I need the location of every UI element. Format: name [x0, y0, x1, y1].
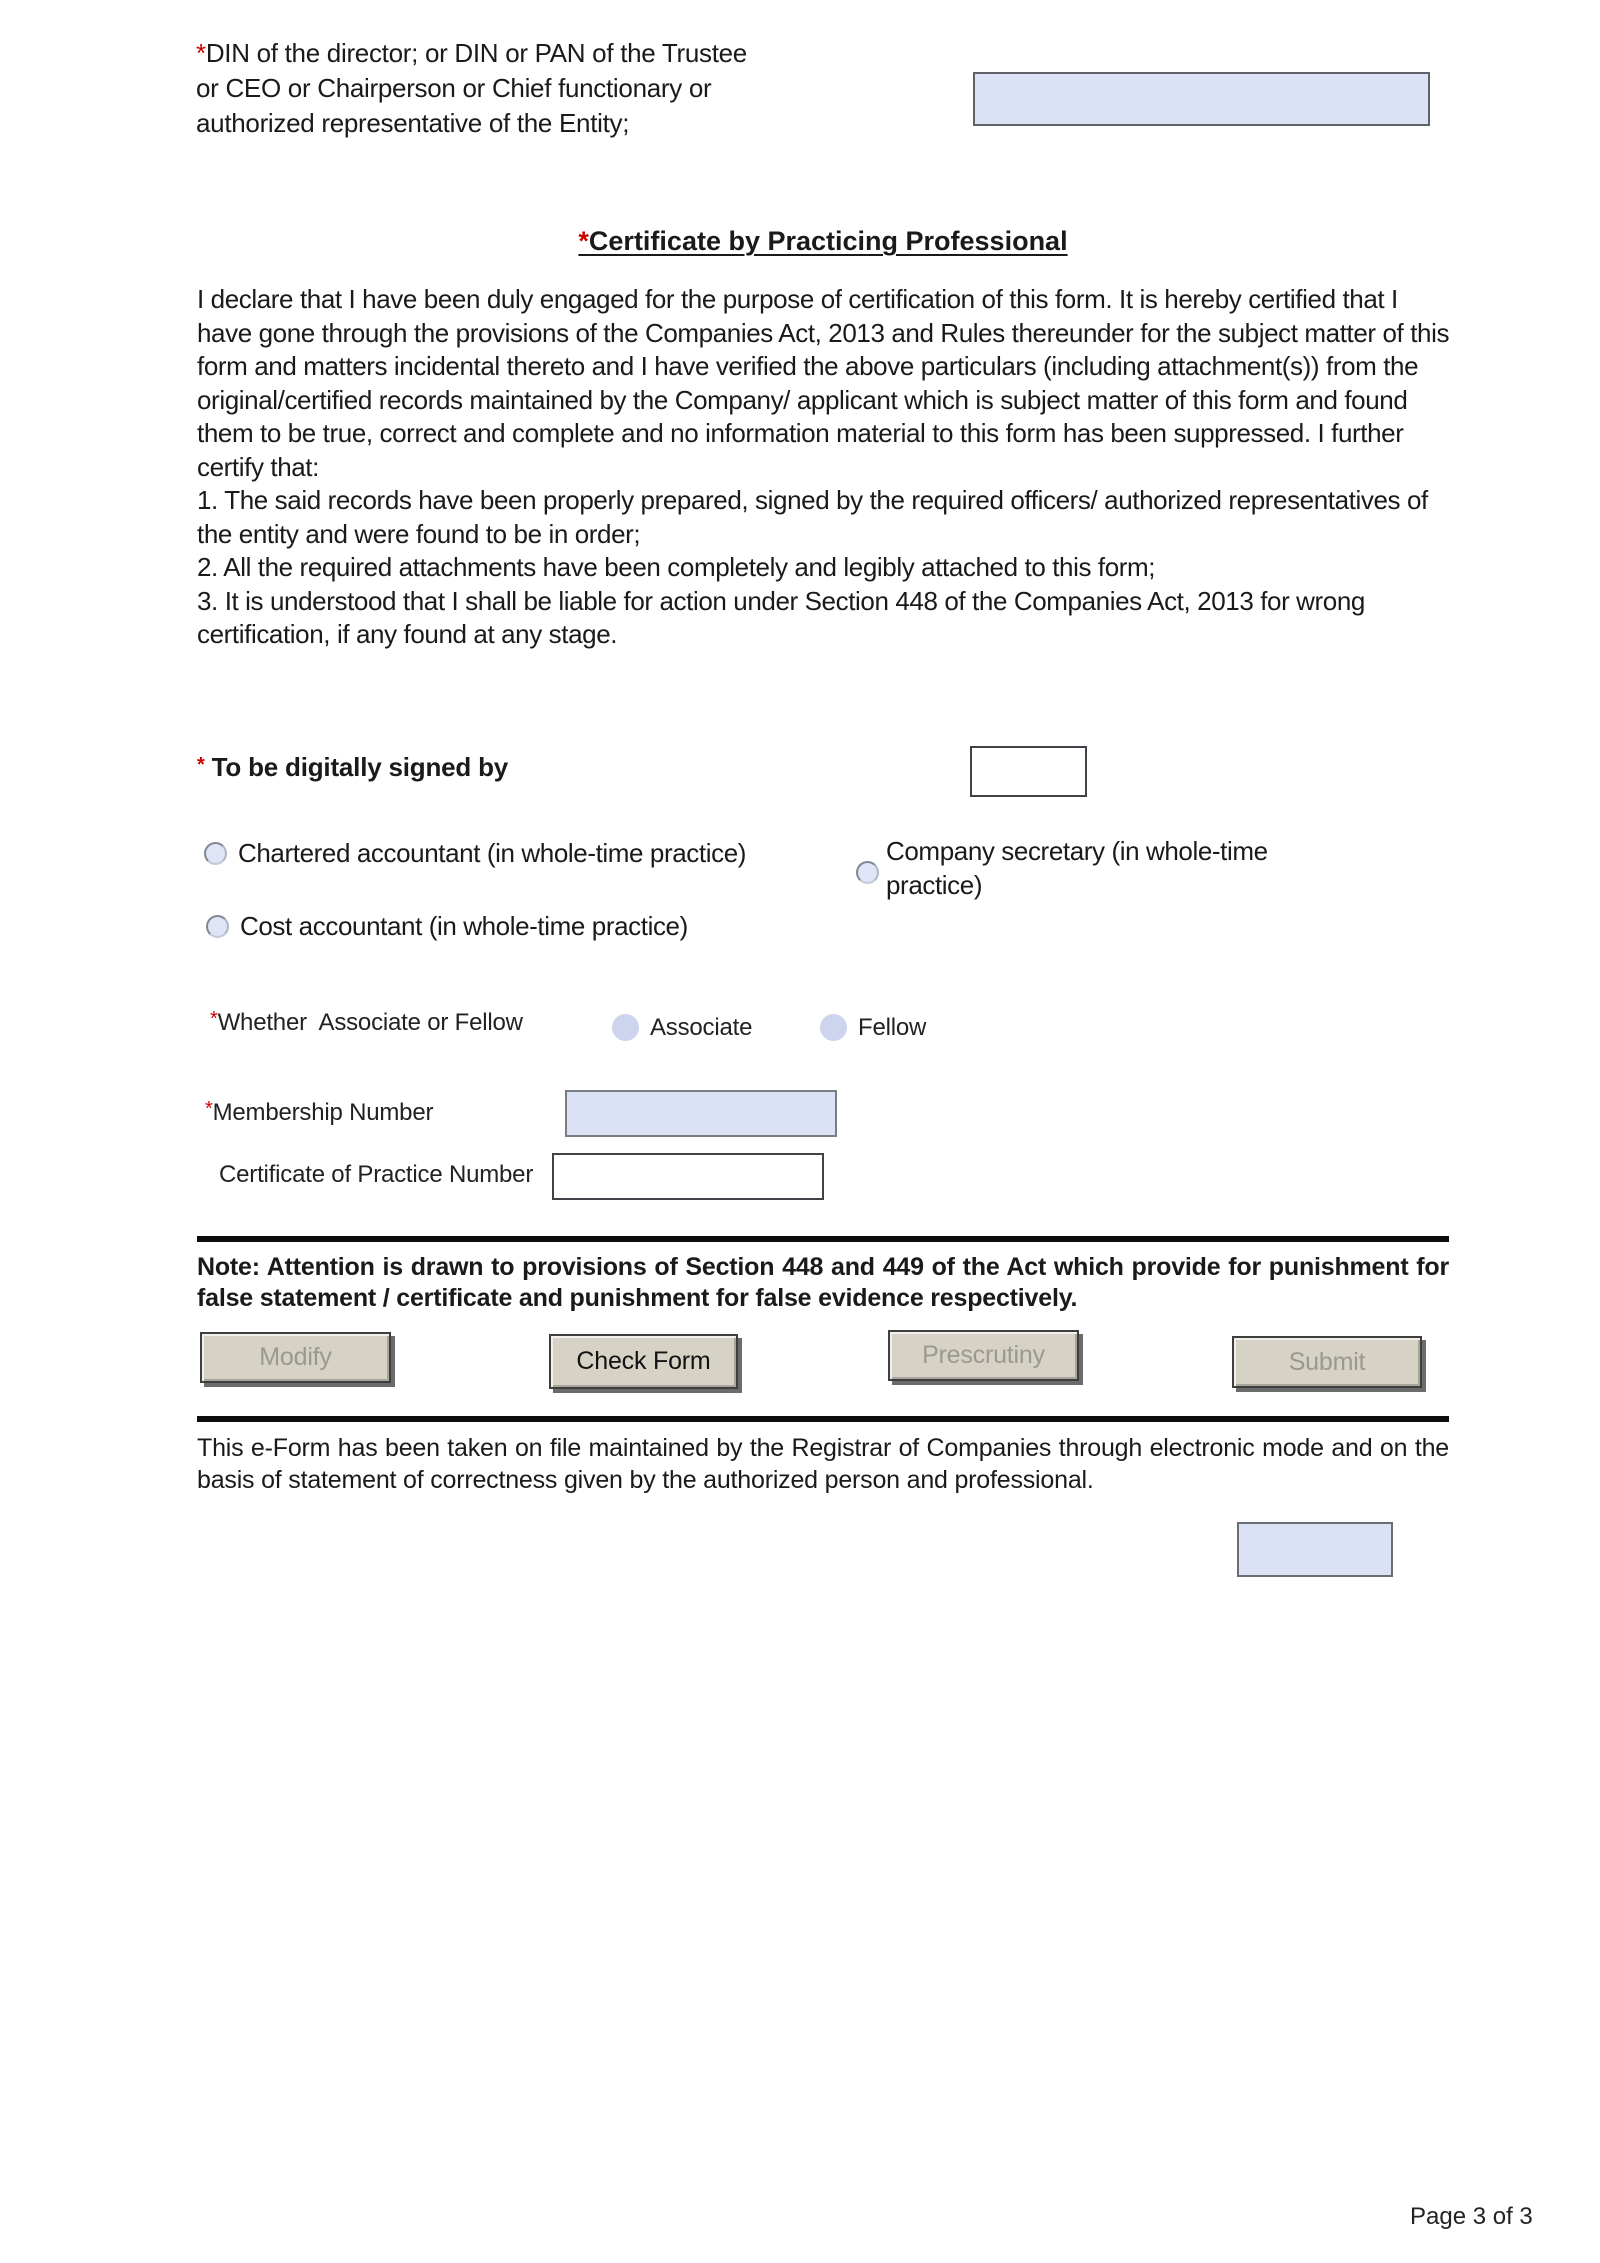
declaration-item-2: 2. All the required attachments have been completely and legibly attached to this form; — [197, 552, 1156, 582]
cost-accountant-label: Cost accountant (in whole-time practice) — [240, 911, 688, 941]
membership-number-label — [205, 1098, 433, 1127]
signer-box[interactable] — [970, 746, 1087, 797]
whether-label-text: Whether Associate or Fellow — [217, 1009, 523, 1036]
prescrutiny-button[interactable]: Prescrutiny — [888, 1330, 1079, 1381]
declaration-intro: I declare that I have been duly engaged for the purpose of certification of this form. It is hereby certified that I have gone through the provisions of the Companies Act, 2013 and Rules thereunder for the subject matter of this form and matters incidental thereto and I have verified the above particulars (including attachment(s)) from the original/certified records maintained by the Company/ applicant which is subject matter of this form and found them to be true, correct and complete and no information material to this form has been suppressed. I further certify that: — [197, 284, 1450, 482]
page-indicator: Page 3 of 3 — [1410, 2203, 1533, 2230]
associate-radio[interactable] — [612, 1014, 639, 1041]
company-secretary-label: Company secretary (in whole-time practice) — [886, 836, 1268, 900]
membership-number-input[interactable] — [565, 1090, 837, 1137]
required-asterisk: * — [196, 38, 206, 68]
required-asterisk: * — [205, 1098, 213, 1120]
modify-button[interactable]: Modify — [200, 1332, 391, 1383]
fellow-radio[interactable] — [820, 1014, 847, 1041]
note-text: Note: Attention is drawn to provisions of Section 448 and 449 of the Act which provide for punishment for false statement / certificate and punishment for false evidence respectively. — [197, 1253, 1449, 1312]
divider-rule-top — [197, 1236, 1449, 1242]
submit-button[interactable]: Submit — [1232, 1336, 1422, 1388]
company-secretary-radio[interactable] — [856, 861, 879, 884]
required-asterisk: * — [197, 754, 205, 776]
whether-associate-fellow-label — [210, 1008, 523, 1037]
associate-label: Associate — [650, 1014, 753, 1041]
check-form-button[interactable]: Check Form — [549, 1334, 738, 1389]
din-input[interactable] — [973, 72, 1430, 126]
membership-number-label-text: Membership Number — [212, 1099, 434, 1126]
divider-rule-bottom — [197, 1416, 1449, 1422]
digitally-signed-label — [197, 752, 508, 783]
digitally-signed-label-text: To be digitally signed by — [211, 752, 509, 782]
required-asterisk: * — [578, 226, 589, 256]
required-asterisk: * — [210, 1008, 218, 1030]
chartered-accountant-label: Chartered accountant (in whole-time practice) — [238, 838, 747, 868]
footer-field[interactable] — [1237, 1522, 1393, 1577]
din-label — [196, 36, 756, 141]
cost-accountant-radio[interactable] — [206, 915, 229, 938]
cop-number-label: Certificate of Practice Number — [219, 1161, 534, 1188]
certificate-heading — [197, 226, 1449, 257]
cop-number-input[interactable] — [552, 1153, 824, 1200]
declaration-item-3: 3. It is understood that I shall be liable for action under Section 448 of the Companies Act, 2013 for wrong certification, if any found at any stage. — [197, 585, 1365, 649]
registrar-statement: This e-Form has been taken on file maintained by the Registrar of Companies through electronic mode and on the basis of statement of correctness given by the authorized person and professional. — [197, 1434, 1449, 1494]
declaration-item-1: 1. The said records have been properly prepared, signed by the required officers/ authorized representatives of the entity and were found to be in order; — [197, 485, 1428, 549]
fellow-label: Fellow — [858, 1014, 927, 1041]
chartered-accountant-radio[interactable] — [204, 842, 227, 865]
din-label-text: DIN of the director; or DIN or PAN of the Trustee or CEO or Chairperson or Chief functionary or authorized representative of the Entity; — [196, 38, 747, 138]
certificate-heading-text: Certificate by Practicing Professional — [588, 226, 1068, 256]
declaration-paragraph — [197, 283, 1455, 652]
